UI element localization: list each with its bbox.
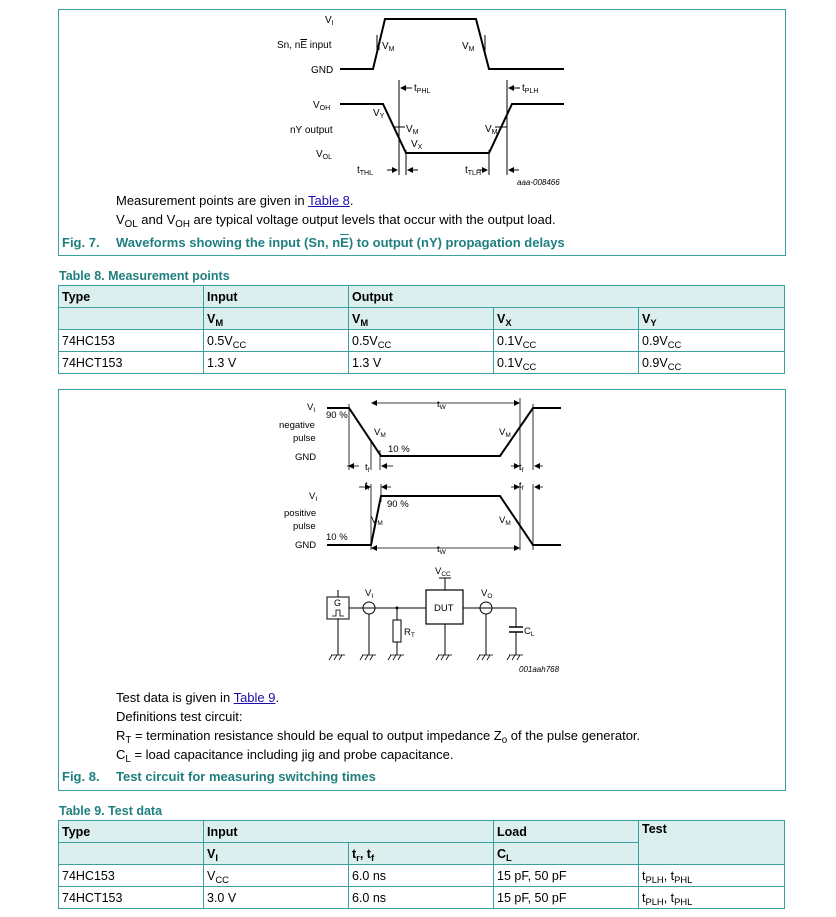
th-vi: $V_I$ xyxy=(204,843,349,865)
table8-title: Table 8. Measurement points xyxy=(59,269,230,283)
tf-label-right-pos: $t_f$ xyxy=(519,480,524,492)
positive-pulse-label: pulse xyxy=(293,521,316,532)
table-row xyxy=(59,865,785,887)
positive-label: positive xyxy=(284,508,317,519)
cell-cl: 15 pF, 50 pF xyxy=(494,887,639,909)
cell-test: $t_{PLH}$, $t_{PHL}$ xyxy=(639,887,785,909)
vm-label-in-left: $V_M$ xyxy=(382,41,395,53)
figure-code: aaa-008466 xyxy=(517,178,560,187)
vi-label-pos: $V_I$ xyxy=(309,491,318,503)
fig8-note-2: Definitions test circuit: xyxy=(116,709,243,724)
gnd-label-pos: GND xyxy=(295,540,317,551)
cell-type: 74HC153 xyxy=(59,865,204,887)
table-row xyxy=(59,887,785,909)
fig8-caption: Fig. 8. Test circuit for measuring switching times xyxy=(62,769,376,784)
ttlh-label: $t_{TLH}$ xyxy=(465,165,482,177)
rt-label: $R_T$ xyxy=(404,627,415,639)
th-empty xyxy=(59,308,204,330)
vm-label-out-left: $V_M$ xyxy=(406,124,419,136)
vi-circuit-label: $V_I$ xyxy=(365,588,374,600)
tr-label-left: $t_r$ xyxy=(365,480,370,492)
vm-label-in-right: $V_M$ xyxy=(462,41,475,53)
th-input: Input xyxy=(204,286,349,308)
th-vx: $V_X$ xyxy=(494,308,639,330)
cell-cl: 15 pF, 50 pF xyxy=(494,865,639,887)
tphl-label: $t_{PHL}$ xyxy=(414,83,431,95)
figure-8 xyxy=(58,389,786,791)
table9 xyxy=(58,820,785,909)
vi-label-neg: $V_I$ xyxy=(307,402,316,414)
generator-label: G xyxy=(334,598,342,608)
cell-type: 74HCT153 xyxy=(59,887,204,909)
vm-label-pos-left: $V_M$ xyxy=(371,515,383,527)
input-label: Sn, nE input xyxy=(277,40,332,51)
cell-tr-tf: 6.0 ns xyxy=(349,865,494,887)
cl-label: $C_L$ xyxy=(524,626,535,638)
th-tr-tf: $t_r$, $t_f$ xyxy=(349,843,494,865)
table9-link[interactable]: Table 9 xyxy=(233,690,276,705)
p90-label-pos: 90 % xyxy=(387,499,409,510)
tf-label-left: $t_f$ xyxy=(365,462,370,474)
th-input: Input xyxy=(204,821,494,843)
tthl-label: $t_{THL}$ xyxy=(357,165,374,177)
vol-label: $V_{OL}$ xyxy=(316,149,333,161)
th-vy: $V_Y$ xyxy=(639,308,785,330)
tw-label-top: $t_W$ xyxy=(437,399,446,411)
table-row xyxy=(59,330,785,352)
table9-title: Table 9. Test data xyxy=(59,804,163,818)
cell-vy: $0.9V_{CC}$ xyxy=(639,330,785,352)
p90-label-neg: 90 % xyxy=(326,410,348,421)
negative-pulse-label: pulse xyxy=(293,433,316,444)
vo-circuit-label: $V_O$ xyxy=(481,588,493,600)
cell-type: 74HC153 xyxy=(59,330,204,352)
negative-label: negative xyxy=(279,420,315,431)
table8 xyxy=(58,285,785,374)
table8-link[interactable]: Table 8 xyxy=(307,193,350,208)
cell-vx: $0.1V_{CC}$ xyxy=(494,330,639,352)
fig7-caption: Fig. 7. Waveforms showing the input (Sn, $n\overline{E}$) to output (nY) propagation delays xyxy=(62,235,565,250)
cell-vi: 3.0 V xyxy=(204,887,349,909)
figure-7 xyxy=(58,9,786,256)
output-label: nY output xyxy=(290,125,333,136)
th-test: Test xyxy=(639,821,785,865)
cell-vm-in: $0.5V_{CC}$ xyxy=(204,330,349,352)
vx-label: $V_X$ xyxy=(411,139,423,151)
p10-label-pos: 10 % xyxy=(326,532,348,543)
vi-label: $V_I$ xyxy=(325,15,334,27)
tw-label-bottom: $t_W$ xyxy=(437,544,446,556)
figure-code: 001aah768 xyxy=(519,665,560,674)
fig8-note-1: Test data is given in Table 9. xyxy=(116,690,280,705)
cell-vx: $0.1V_{CC}$ xyxy=(494,352,639,374)
vm-label-out-right: $V_M$ xyxy=(485,124,498,136)
fig7-note-2: $V_{OL}$ and $V_{OH}$ are typical voltage output levels that occur with the output load. xyxy=(116,212,556,230)
th-cl: $C_L$ xyxy=(494,843,639,865)
fig7-note-1: Measurement points are given in Table 8. xyxy=(116,193,354,208)
th-type: Type xyxy=(59,821,204,843)
gnd-label: GND xyxy=(311,65,334,76)
vm-label-neg-right: $V_M$ xyxy=(499,427,511,439)
th-vm-in: $V_M$ xyxy=(204,308,349,330)
cell-vm-in: 1.3 V xyxy=(204,352,349,374)
cell-vi: $V_{CC}$ xyxy=(204,865,349,887)
th-vm-out: $V_M$ xyxy=(349,308,494,330)
th-output: Output xyxy=(349,286,785,308)
gnd-label-neg: GND xyxy=(295,452,317,463)
vm-label-pos-right: $V_M$ xyxy=(499,515,511,527)
cell-vm-out: 1.3 V xyxy=(349,352,494,374)
vy-label: $V_Y$ xyxy=(373,108,385,120)
dut-label: DUT xyxy=(434,603,454,614)
th-empty xyxy=(59,843,204,865)
th-type: Type xyxy=(59,286,204,308)
propagation-delay-waveform xyxy=(59,10,785,195)
vcc-label: $V_{CC}$ xyxy=(435,566,451,578)
cell-type: 74HCT153 xyxy=(59,352,204,374)
cell-tr-tf: 6.0 ns xyxy=(349,887,494,909)
voh-label: $V_{OH}$ xyxy=(313,100,331,112)
fig8-note-3: $R_T$ = termination resistance should be equal to output impedance $Z_o$ of the pulse generator. xyxy=(116,728,641,746)
p10-label-neg: 10 % xyxy=(388,444,410,455)
cell-test: $t_{PLH}$, $t_{PHL}$ xyxy=(639,865,785,887)
cell-vy: $0.9V_{CC}$ xyxy=(639,352,785,374)
fig8-note-4: $C_L$ = load capacitance including jig and probe capacitance. xyxy=(116,747,454,765)
cell-vm-out: $0.5V_{CC}$ xyxy=(349,330,494,352)
vm-label-neg-left: $V_M$ xyxy=(374,427,386,439)
table-row xyxy=(59,352,785,374)
switching-test-circuit xyxy=(59,390,785,680)
tf-label-right: $t_f$ xyxy=(519,462,524,474)
th-load: Load xyxy=(494,821,639,843)
tplh-label: $t_{PLH}$ xyxy=(522,83,539,95)
